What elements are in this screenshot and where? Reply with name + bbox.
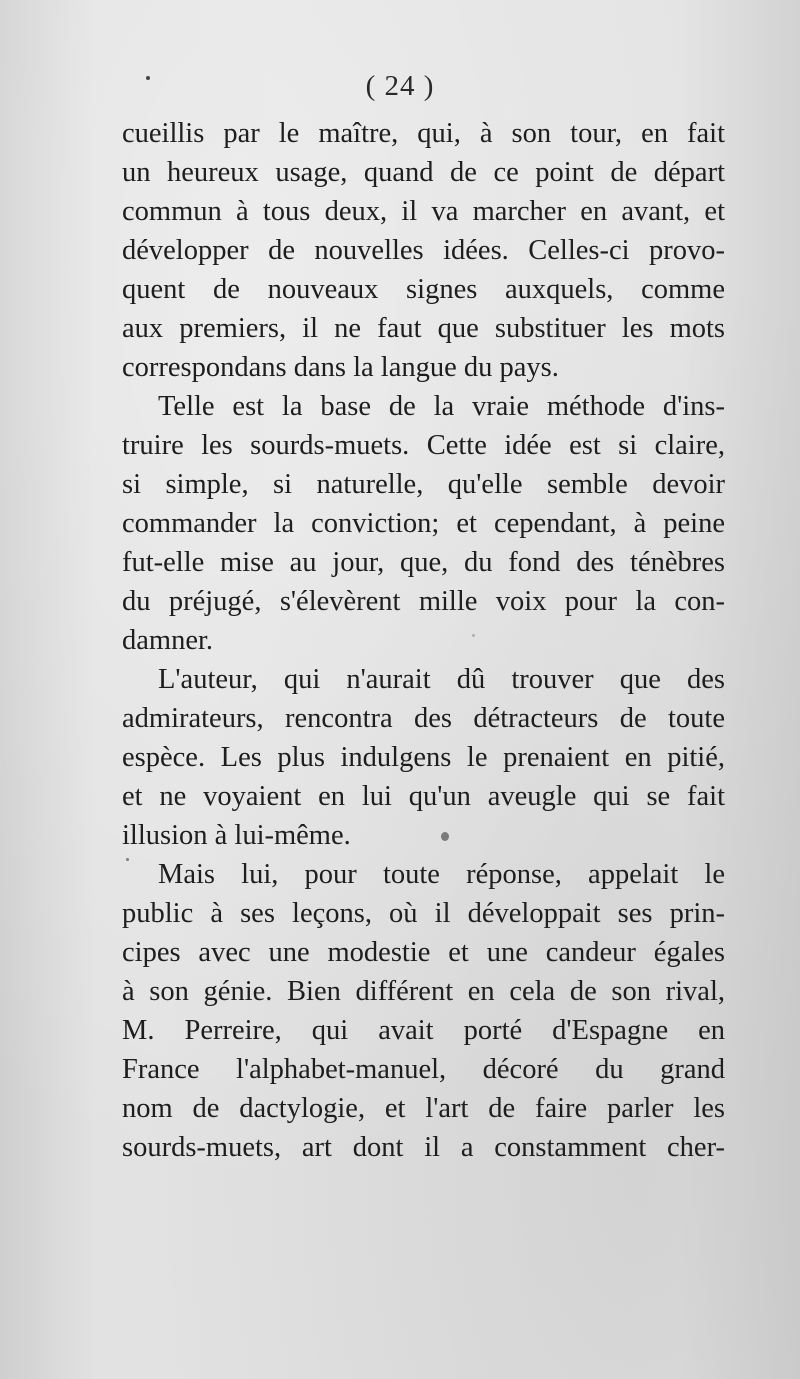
text-line: si simple, si naturelle, qu'elle semble devoir — [122, 469, 725, 500]
text-line: du préjugé, s'élevèrent mille voix pour la con- — [122, 586, 725, 617]
text-line: illusion à lui-même. — [122, 820, 351, 851]
paragraph-4 — [122, 855, 725, 1167]
ink-speck — [472, 634, 475, 637]
ink-speck — [126, 858, 129, 861]
ink-speck — [146, 76, 150, 80]
page-number: ( 24 ) — [365, 70, 435, 102]
text-line: L'auteur, qui n'aurait dû trouver que des — [158, 664, 725, 695]
text-line: et ne voyaient en lui qu'un aveugle qui se fait — [122, 781, 725, 812]
body-text — [122, 114, 725, 1167]
paragraph-1 — [122, 114, 725, 387]
text-line: cueillis par le maître, qui, à son tour, en fait — [122, 118, 725, 149]
text-line: correspondans dans la langue du pays. — [122, 352, 559, 383]
text-line: commun à tous deux, il va marcher en avant, et — [122, 196, 725, 227]
text-line: Telle est la base de la vraie méthode d'ins- — [158, 391, 725, 422]
ink-speck — [441, 832, 449, 841]
text-line: sourds-muets, art dont il a constamment cher- — [122, 1132, 725, 1163]
text-line: à son génie. Bien différent en cela de son rival, — [122, 976, 725, 1007]
text-line: quent de nouveaux signes auxquels, comme — [122, 274, 725, 305]
text-line: M. Perreire, qui avait porté d'Espagne en — [122, 1015, 725, 1046]
text-line: public à ses leçons, où il développait ses prin- — [122, 898, 725, 929]
text-line: nom de dactylogie, et l'art de faire parler les — [122, 1093, 725, 1124]
text-line: espèce. Les plus indulgens le prenaient en pitié, — [122, 742, 725, 773]
paragraph-3 — [122, 660, 725, 855]
text-line: Mais lui, pour toute réponse, appelait le — [158, 859, 725, 890]
text-line: aux premiers, il ne faut que substituer les mots — [122, 313, 725, 344]
text-line: fut-elle mise au jour, que, du fond des ténèbres — [122, 547, 725, 578]
text-line: damner. — [122, 625, 214, 656]
page-number-header — [0, 70, 800, 103]
text-line: cipes avec une modestie et une candeur égales — [122, 937, 725, 968]
text-line: commander la conviction; et cependant, à peine — [122, 508, 725, 539]
text-line: truire les sourds-muets. Cette idée est si claire, — [122, 430, 725, 461]
text-line: France l'alphabet-manuel, décoré du grand — [122, 1054, 725, 1085]
text-line: admirateurs, rencontra des détracteurs de toute — [122, 703, 725, 734]
paragraph-2 — [122, 387, 725, 660]
text-line: un heureux usage, quand de ce point de départ — [122, 157, 725, 188]
text-line: développer de nouvelles idées. Celles-ci provo- — [122, 235, 725, 266]
